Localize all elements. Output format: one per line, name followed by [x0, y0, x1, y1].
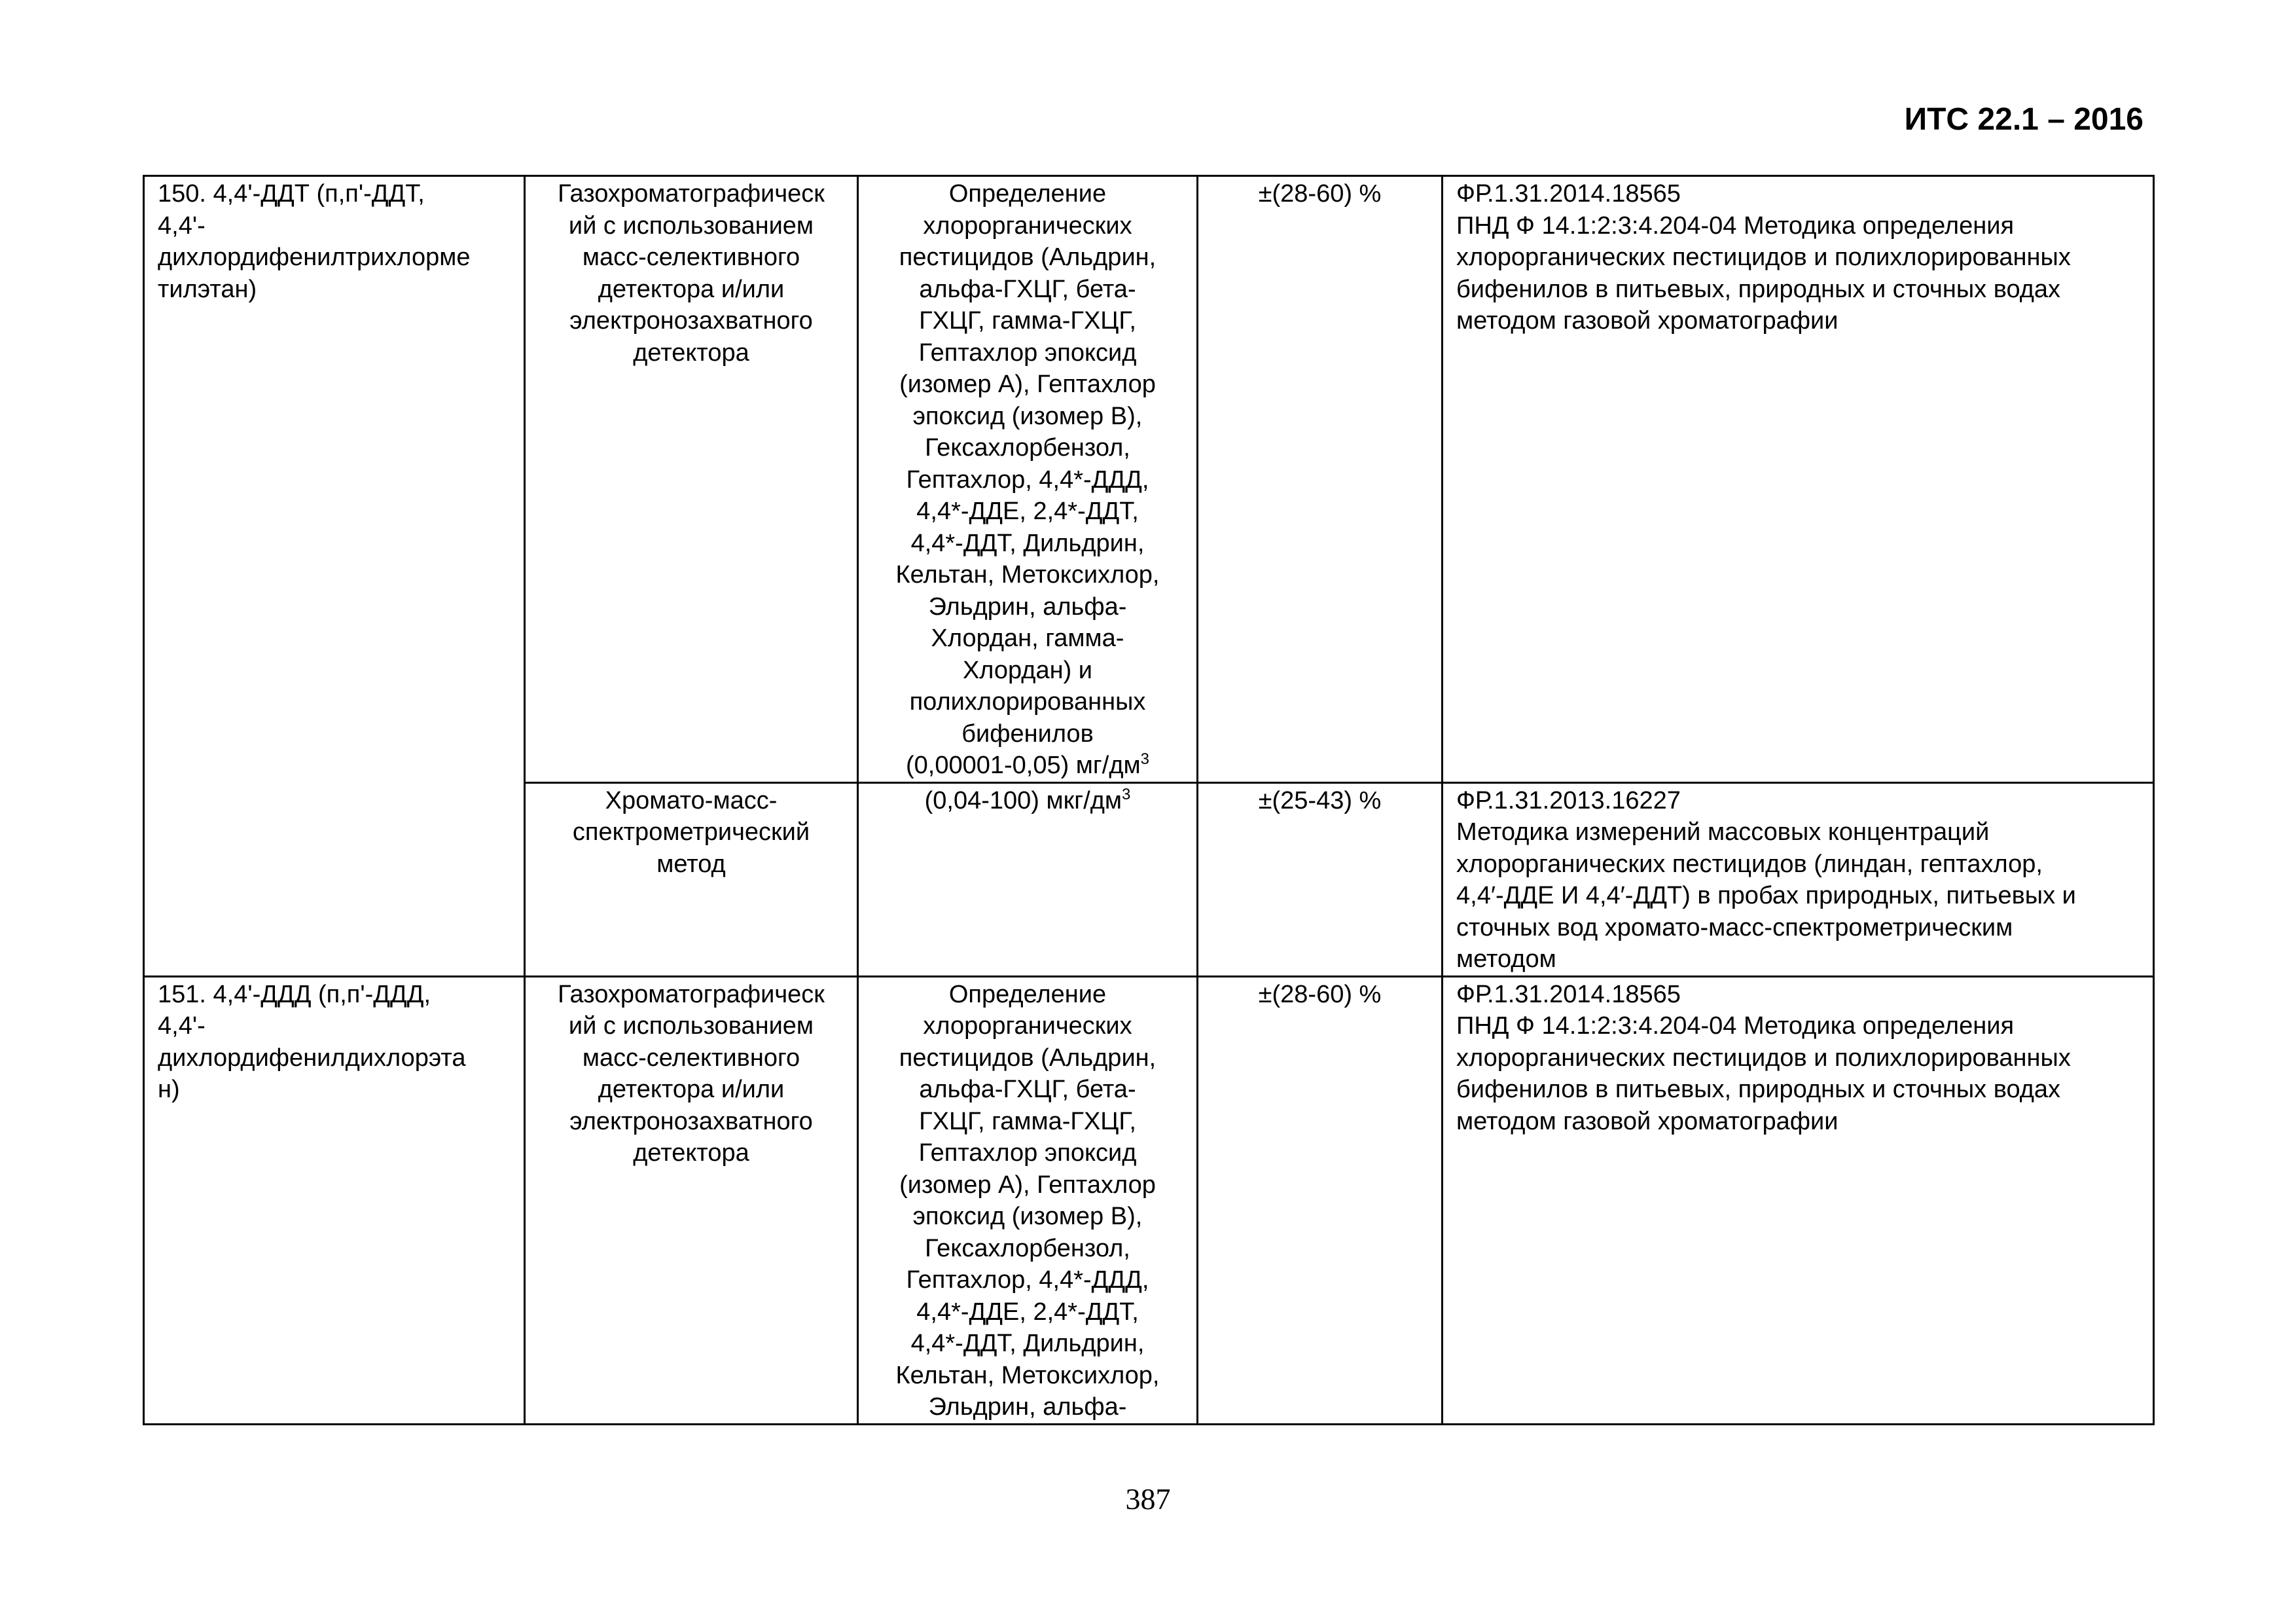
- range-unit-superscript: 3: [1140, 750, 1150, 768]
- range-text: (0,04-100) мкг/дм: [924, 786, 1122, 814]
- range-cell: [858, 176, 1198, 783]
- error-cell: ±(25-43) %: [1198, 782, 1443, 976]
- document-cell: [1443, 176, 2154, 783]
- methods-table: [143, 175, 2155, 1425]
- range-unit-superscript: 3: [1122, 785, 1131, 803]
- document-header-id: ИТС 22.1 – 2016: [1904, 102, 2144, 137]
- method-cell: Хромато-масс- спектрометрический метод: [525, 782, 858, 976]
- document-code: ФР.1.31.2014.18565: [1456, 980, 1681, 1008]
- error-cell: ±(28-60) %: [1198, 176, 1443, 783]
- method-cell: Газохроматографическ ий с использованием масс-селективного детектора и/или электронозахватного детектора: [525, 176, 858, 783]
- document-title: ПНД Ф 14.1:2:3:4.204-04 Методика определения хлорорганических пестицидов и полихлорированных бифенилов в питьевых, природных и сточных водах методом газовой хроматографии: [1456, 1012, 2071, 1135]
- document-title: Методика измерений массовых концентраций хлорорганических пестицидов (линдан, гептахлор, 4,4′-ДДЕ И 4,4′-ДДТ) в пробах природных, питьевых и сточных вод хромато-масс-спектрометрическим методом: [1456, 818, 2076, 973]
- method-cell: Газохроматографическ ий с использованием масс-селективного детектора и/или электронозахватного детектора: [525, 976, 858, 1424]
- page-number: 387: [1125, 1482, 1171, 1516]
- range-text: Определение хлорорганических пестицидов (Альдрин, альфа-ГХЦГ, бета- ГХЦГ, гамма-ГХЦГ, Гептахлор эпоксид (изомер А), Гептахлор эпоксид (изомер В), Гексахлорбензол, Гептахлор, 4,4*-ДДД, 4,4*-ДДЕ, 2,4*-ДДТ, 4,4*-ДДТ, Дильдрин, Кельтан, Метоксихлор, Эльдрин, альфа- Хлордан, гамма- Хлордан) и полихлорированных бифенилов (0,00001-0,05) мг/дм: [895, 180, 1160, 779]
- document-code: ФР.1.31.2013.16227: [1456, 786, 1681, 814]
- error-cell: ±(28-60) %: [1198, 976, 1443, 1424]
- substance-cell: 150. 4,4'-ДДТ (п,п'-ДДТ, 4,4'- дихлордифенилтрихлорме тилэтан): [144, 176, 525, 977]
- document-cell: [1443, 976, 2154, 1424]
- range-cell: [858, 976, 1198, 1424]
- document-cell: [1443, 782, 2154, 976]
- document-title: ПНД Ф 14.1:2:3:4.204-04 Методика определения хлорорганических пестицидов и полихлорированных бифенилов в питьевых, природных и сточных водах методом газовой хроматографии: [1456, 211, 2071, 335]
- document-code: ФР.1.31.2014.18565: [1456, 180, 1681, 208]
- substance-cell: 151. 4,4'-ДДД (п,п'-ДДД, 4,4'- дихлордифенилдихлорэта н): [144, 976, 525, 1424]
- range-text: Определение хлорорганических пестицидов (Альдрин, альфа-ГХЦГ, бета- ГХЦГ, гамма-ГХЦГ, Гептахлор эпоксид (изомер А), Гептахлор эпоксид (изомер В), Гексахлорбензол, Гептахлор, 4,4*-ДДД, 4,4*-ДДЕ, 2,4*-ДДТ, 4,4*-ДДТ, Дильдрин, Кельтан, Метоксихлор, Эльдрин, альфа-: [895, 980, 1160, 1421]
- range-cell: [858, 782, 1198, 976]
- table-row: [144, 976, 2154, 1424]
- table-row: [144, 176, 2154, 783]
